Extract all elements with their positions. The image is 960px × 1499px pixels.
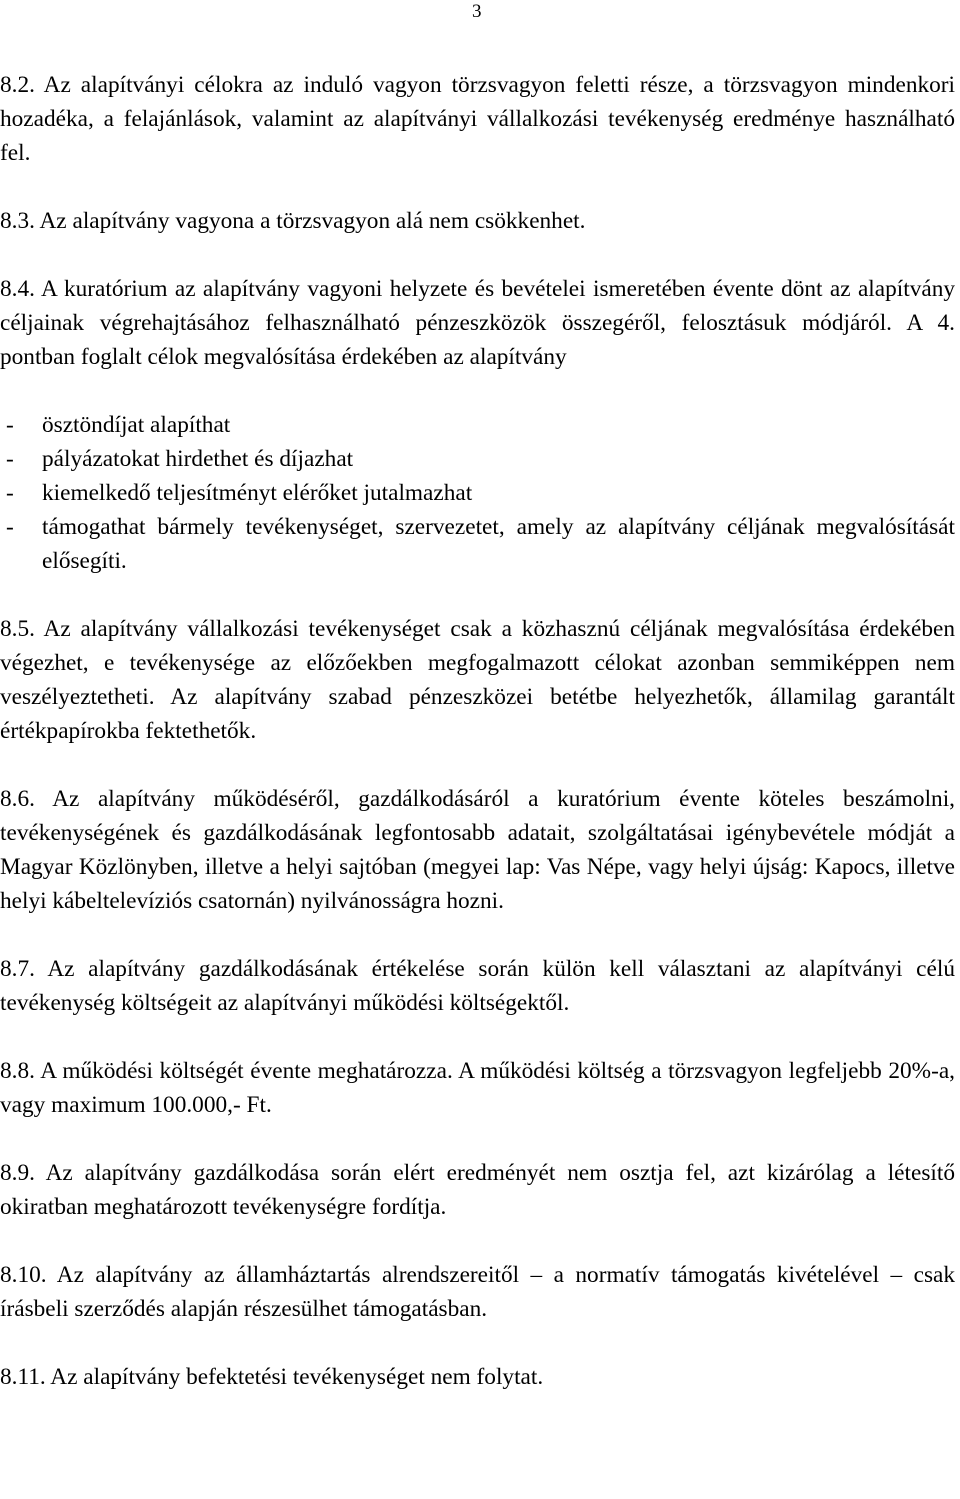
document-body — [0, 68, 955, 1394]
page-number: 3 — [472, 1, 482, 22]
list-dash: - — [6, 514, 14, 540]
section-8-3: 8.3. Az alapítvány vagyona a törzsvagyon alá nem csökkenhet. — [0, 208, 586, 234]
section-8-6: 8.6. Az alapítvány működéséről, gazdálkodásáról a kuratórium évente köteles beszámolni, tevékenységének és gazdálkodásának legfontosabb adatait, szolgáltatásai igénybevétele módját a Magyar Közlönyben, illetve a helyi sajtóban (megyei lap: Vas Népe, vagy helyi újság: Kapocs, illetve helyi kábeltelevíziós csatornán) nyilvánosságra hozni. — [0, 786, 955, 914]
section-8-2: 8.2. Az alapítványi célokra az induló vagyon törzsvagyon feletti része, a törzsvagyon mindenkori hozadéka, a felajánlások, valamint az alapítványi vállalkozási tevékenység eredménye használható fel. — [0, 72, 955, 166]
list-dash: - — [6, 446, 14, 472]
list-item — [0, 476, 955, 510]
list-item-text: ösztöndíjat alapíthat — [42, 412, 231, 438]
section-8-8: 8.8. A működési költségét évente meghatározza. A működési költség a törzsvagyon legfeljebb 20%-a, vagy maximum 100.000,- Ft. — [0, 1058, 955, 1118]
list-item-text: kiemelkedő teljesítményt elérőket jutalmazhat — [42, 480, 473, 506]
list-dash: - — [6, 480, 14, 506]
list-dash: - — [6, 412, 14, 438]
list-item-text: pályázatokat hirdethet és díjazhat — [42, 446, 354, 472]
section-8-11: 8.11. Az alapítvány befektetési tevékenységet nem folytat. — [0, 1364, 544, 1390]
section-8-4-list — [0, 408, 955, 578]
section-8-9: 8.9. Az alapítvány gazdálkodása során elért eredményét nem osztja fel, azt kizárólag a létesítő okiratban meghatározott tevékenységre fordítja. — [0, 1160, 955, 1220]
section-8-5: 8.5. Az alapítvány vállalkozási tevékenységet csak a közhasznú céljának megvalósítása érdekében végezhet, e tevékenysége az előzőekben megfogalmazott célokat azonban semmiképpen nem veszélyeztetheti. Az alapítvány szabad pénzeszközei betétbe helyezhetők, államilag garantált értékpapírokba fektethetők. — [0, 616, 955, 744]
list-item — [0, 510, 955, 578]
list-item — [0, 408, 955, 442]
section-8-7: 8.7. Az alapítvány gazdálkodásának értékelése során külön kell választani az alapítványi célú tevékenység költségeit az alapítványi működési költségektől. — [0, 956, 955, 1016]
list-item-text: támogathat bármely tevékenységet, szervezetet, amely az alapítvány céljának megvalósítását elősegíti. — [42, 514, 955, 574]
section-8-4: 8.4. A kuratórium az alapítvány vagyoni helyzete és bevételei ismeretében évente dönt az alapítvány céljainak végrehajtásához felhasználható pénzeszközök összegéről, felosztásuk módjáról. A 4. pontban foglalt célok megvalósítása érdekében az alapítvány — [0, 276, 955, 370]
list-item — [0, 442, 955, 476]
section-8-10: 8.10. Az alapítvány az államháztartás alrendszereitől – a normatív támogatás kivételével – csak írásbeli szerződés alapján részesülhet támogatásban. — [0, 1262, 955, 1322]
